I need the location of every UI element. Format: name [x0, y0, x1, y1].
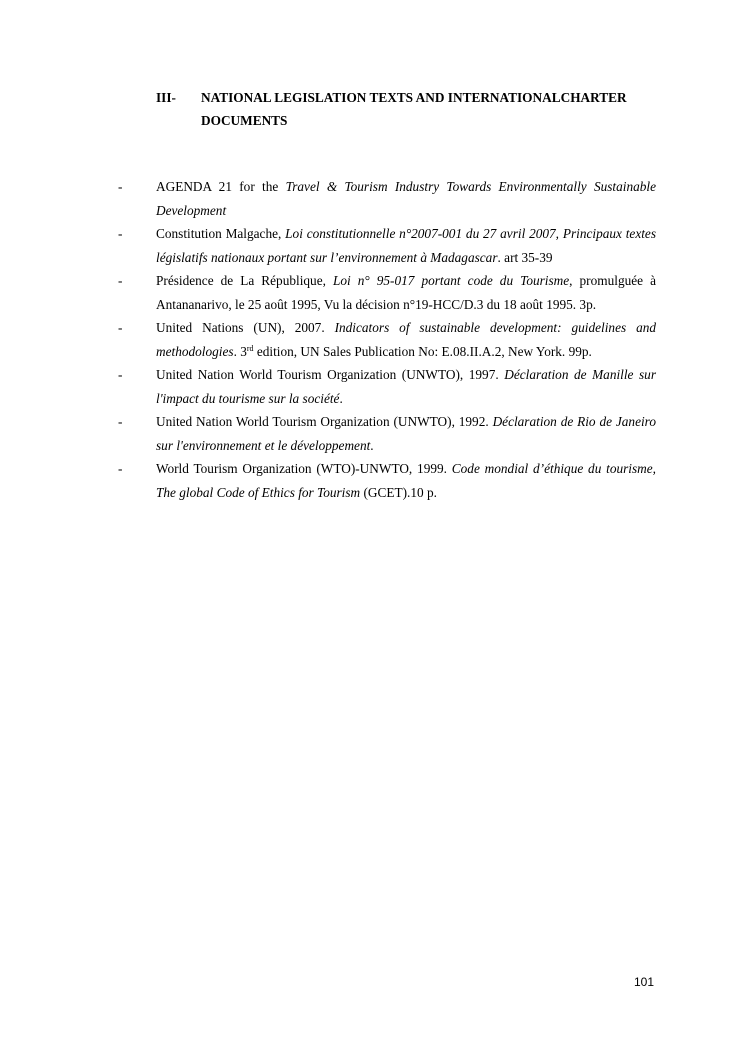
- section-number: III-: [156, 90, 176, 105]
- reference-text: .: [370, 437, 374, 453]
- reference-item: [118, 410, 656, 457]
- reference-text: , promulguée à Antananarivo, le 25 août 1995, Vu la décision n°19-HCC/D.3 du 18 août 1995. 3p.: [156, 273, 656, 312]
- reference-title: Code mondial d’éthique du tourisme, The global Code of Ethics for Tourism: [156, 461, 657, 500]
- reference-text: edition, UN Sales Publication No: E.08.II.A.2, New York. 99p.: [253, 343, 592, 359]
- reference-item: [118, 175, 656, 222]
- reference-text: Constitution Malgache,: [156, 226, 286, 241]
- reference-text: AGENDA 21 for the: [156, 179, 286, 194]
- reference-text: Présidence de La République,: [156, 273, 333, 288]
- list-bullet: -: [118, 461, 123, 476]
- reference-text: United Nations (UN), 2007.: [156, 320, 335, 335]
- reference-item: [118, 222, 656, 269]
- ordinal-superscript: rd: [246, 343, 254, 353]
- reference-title: Loi n° 95-017 portant code du Tourisme: [332, 273, 570, 288]
- reference-text: .: [339, 390, 343, 406]
- list-bullet: -: [118, 273, 123, 288]
- reference-item: [118, 363, 656, 410]
- reference-list: [118, 175, 656, 504]
- reference-title: Travel & Tourism Industry Towards Environmentally Sustainable Development: [156, 179, 657, 218]
- list-bullet: -: [118, 367, 123, 382]
- reference-title: Déclaration de Manille sur l'impact du tourisme sur la société: [156, 367, 656, 406]
- reference-item: [118, 316, 656, 363]
- reference-title: Loi constitutionnelle n°2007-001 du 27 avril 2007, Principaux textes législatifs nationaux portant sur l’environnement à Madagascar: [156, 226, 657, 265]
- list-bullet: -: [118, 414, 123, 429]
- section-title: NATIONAL LEGISLATION TEXTS AND INTERNATIONALCHARTER DOCUMENTS: [201, 90, 627, 128]
- reference-item: [118, 269, 656, 316]
- reference-title: Indicators of sustainable development: guidelines and methodologies: [156, 320, 657, 359]
- list-bullet: -: [118, 226, 123, 241]
- section-heading: [156, 86, 656, 132]
- reference-item: [118, 457, 656, 504]
- reference-text: United Nation World Tourism Organization (UNWTO), 1997.: [156, 367, 505, 382]
- list-bullet: -: [118, 320, 123, 335]
- reference-text: United Nation World Tourism Organization (UNWTO), 1992.: [156, 414, 493, 429]
- reference-text: . 3: [233, 343, 247, 359]
- list-bullet: -: [118, 179, 123, 194]
- page-number: 101: [633, 975, 654, 989]
- reference-title: Déclaration de Rio de Janeiro sur l'environnement et le développement: [156, 414, 656, 453]
- reference-text: (GCET).10 p.: [360, 484, 437, 500]
- reference-text: . art 35-39: [497, 249, 553, 265]
- reference-text: World Tourism Organization (WTO)-UNWTO, 1999.: [156, 461, 452, 476]
